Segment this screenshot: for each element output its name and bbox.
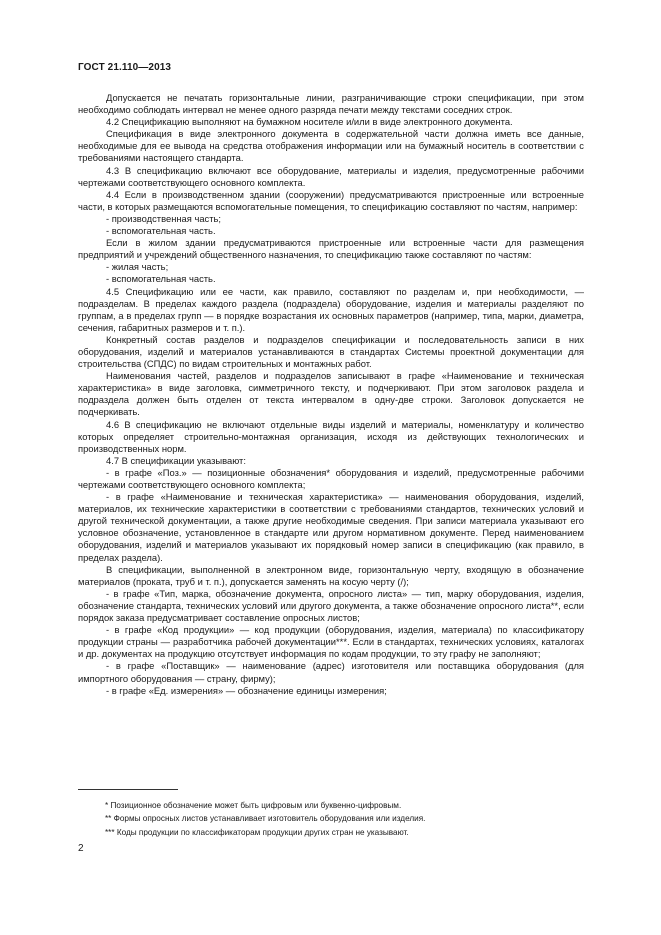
footnote: ** Формы опросных листов устанавливает изготовитель оборудования или изделия. — [105, 814, 426, 824]
paragraph: Если в жилом здании предусматриваются пристроенные или встроенные части для размещения предприятий и учреждений общественного назначения, то спецификацию также составляют по частям: — [78, 237, 584, 261]
document-header: ГОСТ 21.110—2013 — [78, 62, 172, 73]
list-item: - вспомогательная часть. — [106, 225, 216, 237]
paragraph: 4.7 В спецификации указывают: — [106, 454, 246, 466]
paragraph: Допускается не печатать горизонтальные линии, разграничивающие строки спецификации, при этом необходимо соблюдать интервал не менее одного разряда печати между текстами соседних строк. — [78, 92, 584, 116]
page-number: 2 — [78, 843, 84, 854]
list-item: - в графе «Ед. измерения» — обозначение единицы измерения; — [106, 684, 387, 696]
paragraph: В спецификации, выполненной в электронном виде, горизонтальную черту, входящую в обозначение материалов (проката, труб и т. п.), допускается заменять на косую черту (/); — [78, 563, 584, 587]
paragraph: 4.5 Спецификацию или ее части, как правило, составляют по разделам и, при необходимости, — подразделам. В пределах каждого раздела (подраздела) оборудование, изделия и материалы разделяют по группам, а в пределах групп — в порядке возрастания их основных параметров (например, типа, марки, диаметра, сечения, габаритных размеров и т. п.). — [78, 285, 584, 333]
list-item: - в графе «Код продукции» — код продукции (оборудования, изделия, материала) по классификатору продукции страны — разработчика рабочей документации***. Если в стандартах, технических условиях, каталогах и др. документах на продукцию отсутствует информация по кодам продукции, то эту графу не заполняют; — [78, 624, 584, 660]
body-text — [78, 92, 584, 697]
footnotes — [105, 799, 585, 839]
list-item: - в графе «Тип, марка, обозначение документа, опросного листа» — тип, марку оборудования, изделия, обозначение стандарта, технических условий или другого документа, а также обозначение опросного листа**, если порядок заказа предусматривает составление опросных листов; — [78, 587, 584, 624]
footnote: * Позиционное обозначение может быть цифровым или буквенно-цифровым. — [105, 801, 402, 810]
paragraph: Наименования частей, разделов и подразделов записывают в графе «Наименование и техническая характеристика» в виде заголовка, симметричного тексту, и подчеркивают. При этом заголовок раздела и подраздела должен быть отделен от текста интервалом в одну-две строки. Заголовок допускается не подчеркивать. — [78, 370, 584, 418]
paragraph: 4.6 В спецификацию не включают отдельные виды изделий и материалы, номенклатуру и количество которых определяет строительно-монтажная организация, исходя из действующих технологических и производственных норм. — [78, 418, 584, 454]
list-item: - производственная часть; — [106, 212, 222, 224]
paragraph: 4.4 Если в производственном здании (сооружении) предусматриваются пристроенные или встроенные части, в которых размещаются вспомогательные помещения, то спецификацию составляют по частям, например: — [78, 188, 584, 212]
paragraph: Конкретный состав разделов и подразделов спецификации и последовательность записи в них оборудования, изделий и материалов устанавливаются в стандартах Системы проектной документации для строительства (СПДС) по видам строительных и монтажных работ. — [78, 333, 584, 370]
footnote: *** Коды продукции по классификаторам продукции других стран не указывают. — [105, 827, 409, 837]
paragraph: 4.3 В спецификацию включают все оборудование, материалы и изделия, предусмотренные рабочими чертежами соответствующего основного комплекта. — [78, 164, 584, 188]
list-item: - жилая часть; — [106, 261, 169, 273]
footnote-divider — [78, 789, 178, 790]
paragraph: Спецификация в виде электронного документа в содержательной части должна иметь все данные, необходимые для ее вывода на средства отображения информации или на бумажный носитель в соответствии с требованиями настоящего стандарта. — [78, 128, 584, 164]
list-item: - в графе «Поставщик» — наименование (адрес) изготовителя или поставщика оборудования (для импортного оборудования — страну, фирму); — [78, 660, 584, 684]
list-item: - в графе «Наименование и техническая характеристика» — наименования оборудования, изделий, материалов, их технические характеристики в соответствии с требованиями стандартов, технических условий и другой технической документации, а также другие необходимые сведения. При записи материала указывают его условное обозначение, установленное в стандарте или другом нормативном документе. Перед наименованием оборудования, изделий и материалов указывают их порядковый номер записи в спецификацию (как правило, в пределах раздела). — [78, 491, 584, 563]
list-item: - вспомогательная часть. — [106, 273, 216, 285]
paragraph: 4.2 Спецификацию выполняют на бумажном носителе и/или в виде электронного документа. — [106, 116, 513, 128]
list-item: - в графе «Поз.» — позиционные обозначения* оборудования и изделий, предусмотренные рабочими чертежами соответствующего основного комплекта; — [78, 466, 584, 490]
